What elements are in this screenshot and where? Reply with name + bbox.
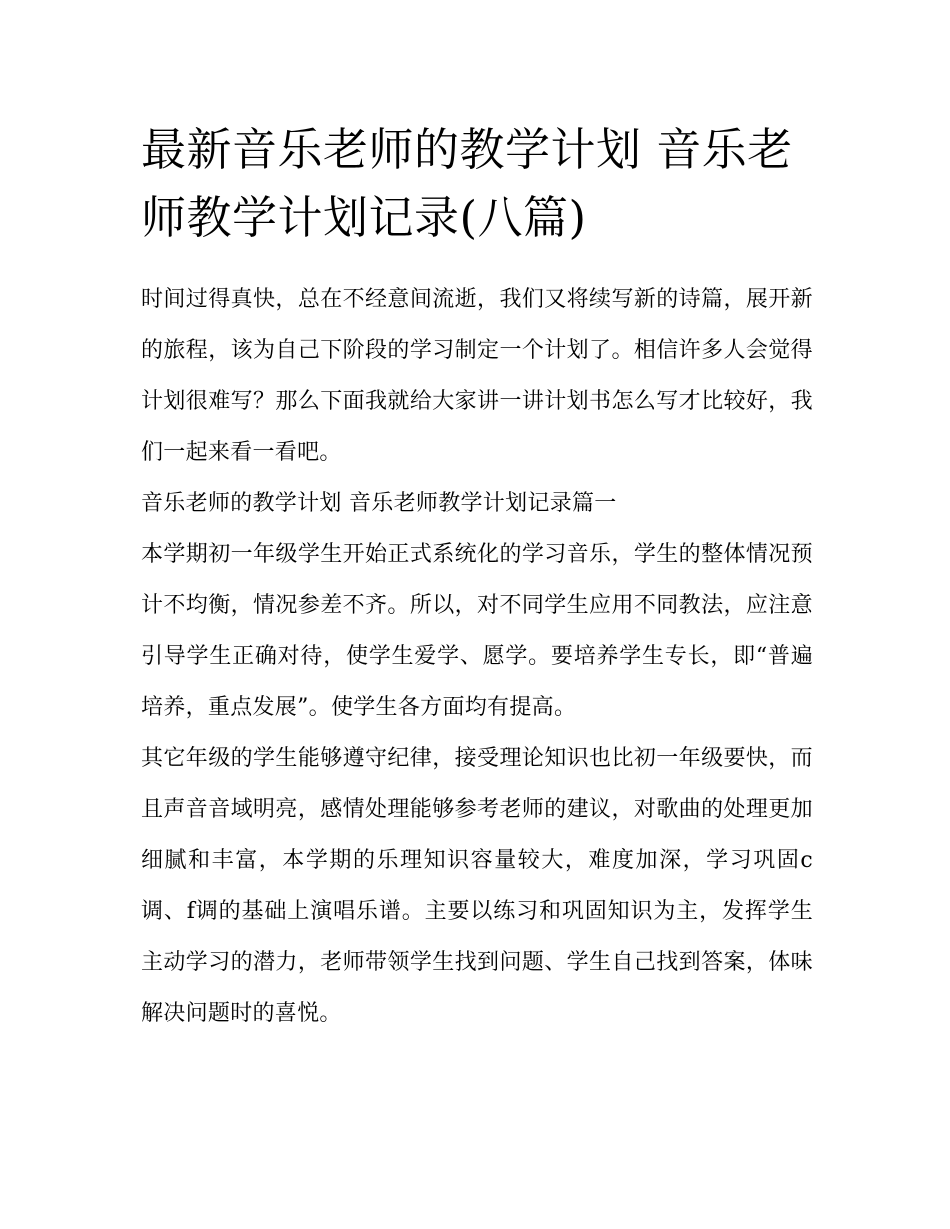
body-paragraph-2: 其它年级的学生能够遵守纪律，接受理论知识也比初一年级要快，而且声音音域明亮，感情处理能够参考老师的建议，对歌曲的处理更加细腻和丰富，本学期的乐理知识容量较大，难度加深，学习巩固c调、f调的基础上演唱乐谱。主要以练习和巩固知识为主，发挥学生主动学习的潜力，老师带领学生找到问题、学生自己找到答案，体味解决问题时的喜悦。 <box>141 746 813 1026</box>
section-heading: 音乐老师的教学计划 音乐老师教学计划记录篇一 <box>141 491 617 516</box>
document-page <box>141 116 813 1039</box>
document-title: 最新音乐老师的教学计划 音乐老师教学计划记录(八篇) <box>141 123 793 244</box>
body-paragraph-1: 本学期初一年级学生开始正式系统化的学习音乐，学生的整体情况预计不均衡，情况参差不齐。所以，对不同学生应用不同教法，应注意引导学生正确对待，使学生爱学、愿学。要培养学生专长，即“普遍培养，重点发展”。使学生各方面均有提高。 <box>141 542 813 720</box>
intro-paragraph: 时间过得真快，总在不经意间流逝，我们又将续写新的诗篇，展开新的旅程，该为自己下阶段的学习制定一个计划了。相信许多人会觉得计划很难写？那么下面我就给大家讲一讲计划书怎么写才比较好，我们一起来看一看吧。 <box>141 287 813 465</box>
